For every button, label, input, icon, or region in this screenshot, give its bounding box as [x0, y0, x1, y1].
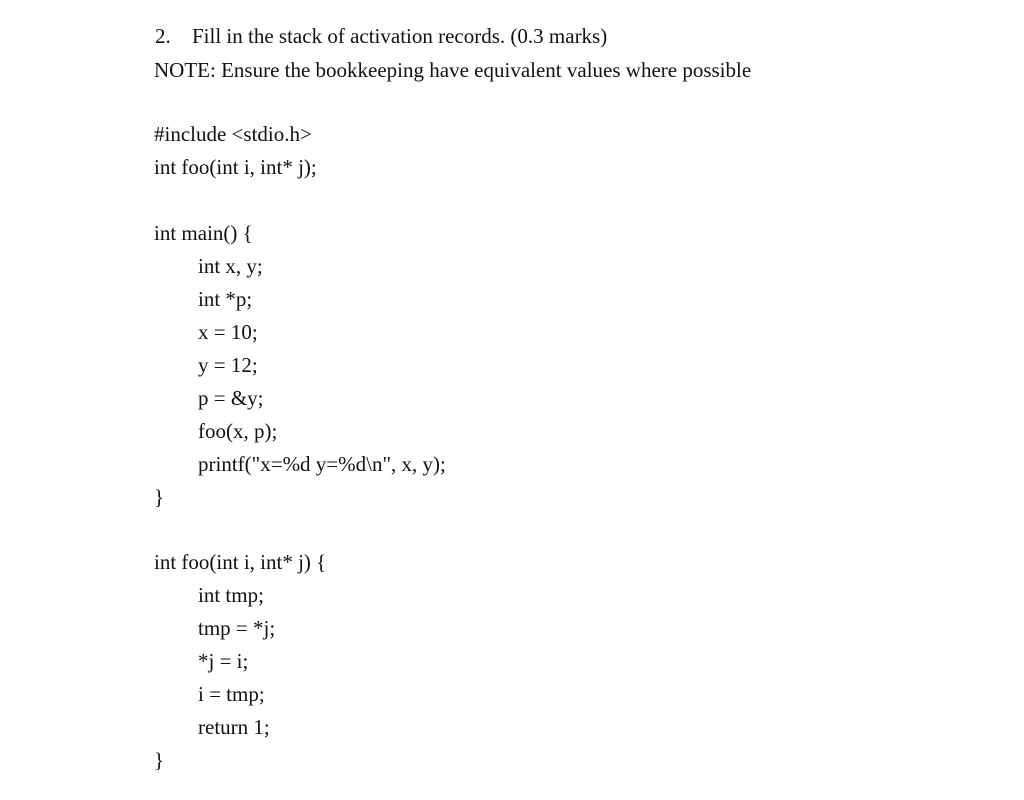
- code-foo-body-line: int tmp;: [198, 583, 264, 607]
- question-note: NOTE: Ensure the bookkeeping have equivalent values where possible: [154, 58, 752, 82]
- code-foo-body-line: tmp = *j;: [198, 616, 276, 640]
- code-main-header-line: int main() {: [154, 221, 253, 245]
- code-main-close-brace: }: [154, 485, 165, 509]
- code-main-body-line: int x, y;: [198, 254, 263, 278]
- code-include-line: #include <stdio.h>: [154, 122, 312, 146]
- code-main-body-line: foo(x, p);: [198, 419, 278, 443]
- question-prompt: Fill in the stack of activation records. (0.3 marks): [192, 24, 608, 48]
- code-main-body-line: y = 12;: [198, 353, 258, 377]
- code-foo-header-line: int foo(int i, int* j) {: [154, 550, 327, 574]
- code-main-body-line: x = 10;: [198, 320, 258, 344]
- code-foo-close-brace: }: [154, 748, 165, 772]
- code-main-body-line: int *p;: [198, 287, 253, 311]
- code-main-body-line: p = &y;: [198, 386, 264, 410]
- code-foo-body-line: *j = i;: [198, 649, 249, 673]
- question-number: 2.: [155, 24, 171, 48]
- code-main-body-line: printf("x=%d y=%d\n", x, y);: [198, 452, 446, 476]
- code-foo-prototype-line: int foo(int i, int* j);: [154, 155, 317, 179]
- code-foo-body-line: return 1;: [198, 715, 270, 739]
- code-foo-body-line: i = tmp;: [198, 682, 265, 706]
